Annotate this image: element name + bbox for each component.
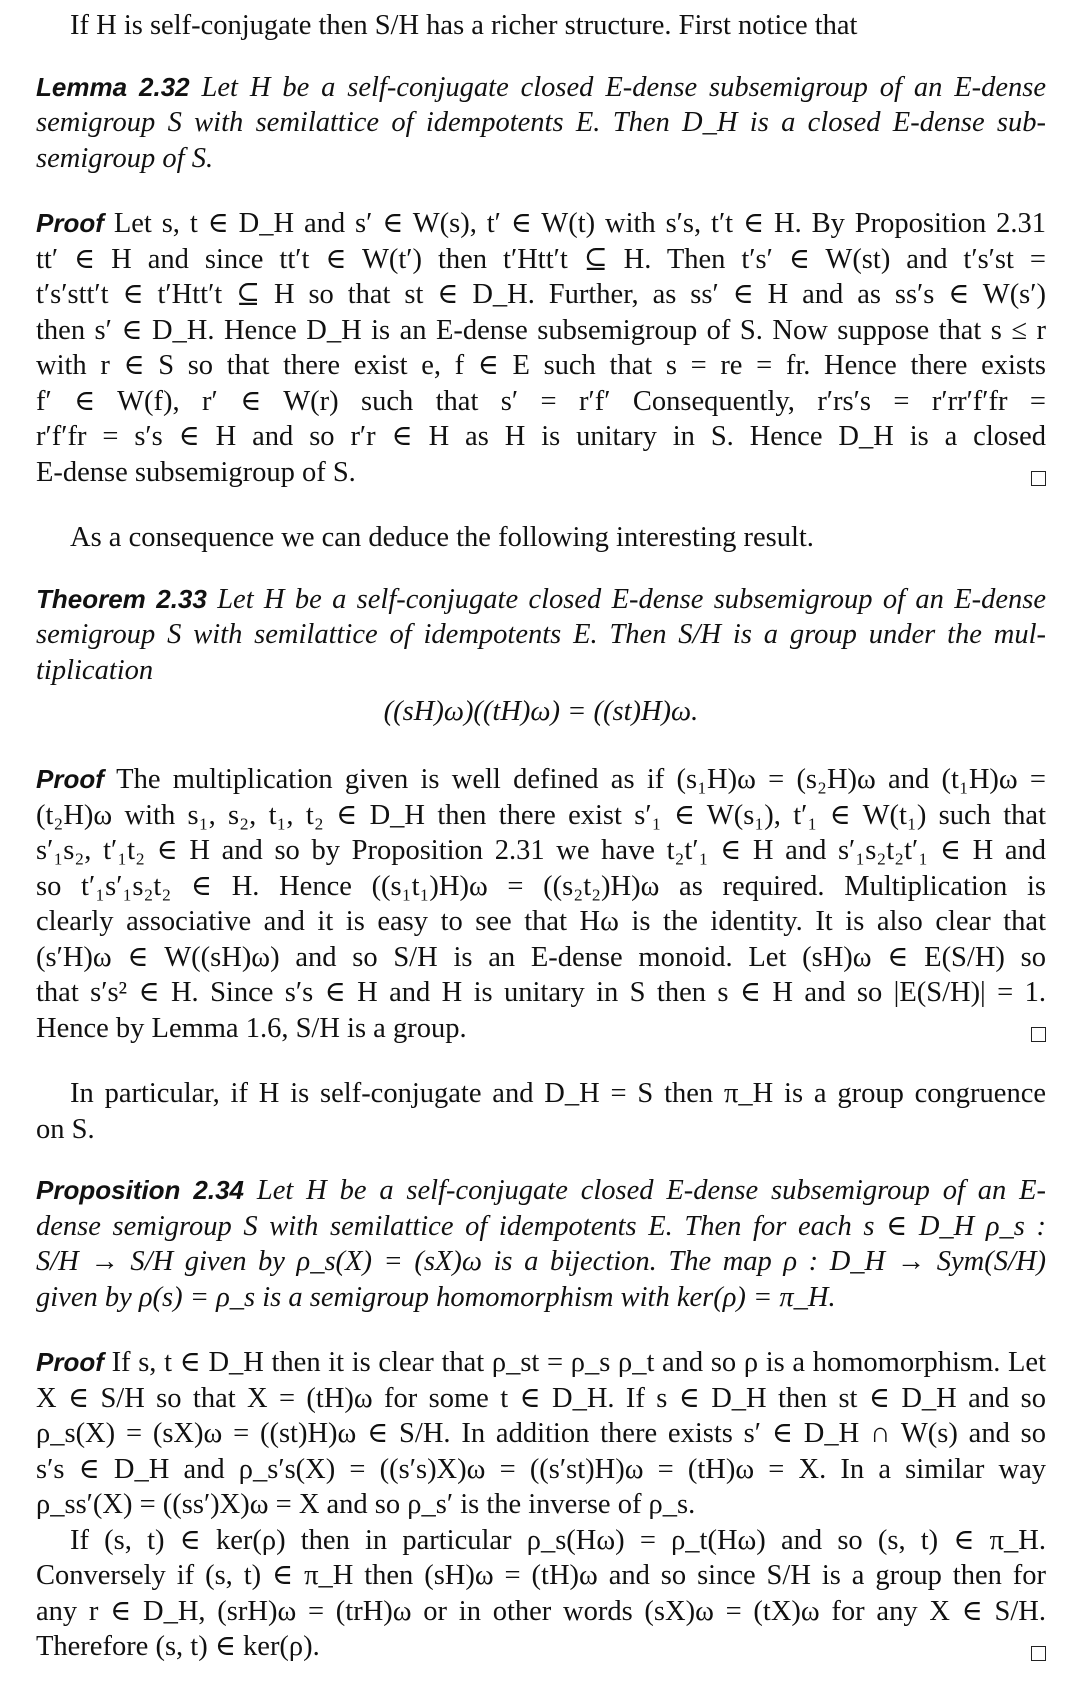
lemma-line: semigroup S with semilattice of idempotents E. Then D_H is a closed E-dense sub- xyxy=(36,107,1046,138)
proof-line: The multiplication given is well defined as if (s₁H)ω = (s₂H)ω and (t₁H)ω = xyxy=(116,764,1046,795)
proposition-line: S/H → S/H given by ρ_s(X) = (sX)ω is a bijection. The map ρ : D_H → Sym(S/H) xyxy=(36,1246,1046,1277)
proof-line: r′f′fr = s′s ∈ H and so r′r ∈ H as H is unitary in S. Hence D_H is a closed xyxy=(36,421,1046,452)
proof-line: (t₂H)ω with s₁, s₂, t₁, t₂ ∈ D_H then there exist s′₁ ∈ W(s₁), t′₁ ∈ W(t₁) such that xyxy=(36,799,1046,831)
lemma-heading: Lemma 2.32 xyxy=(36,71,190,102)
proof-line: ρ_s(X) = (sX)ω = ((st)H)ω ∈ S/H. In addition there exists s′ ∈ D_H ∩ W(s) and so xyxy=(36,1418,1046,1449)
proof-line: with r ∈ S so that there exist e, f ∈ E such that s = re = fr. Hence there exists xyxy=(36,350,1046,381)
proposition-line: dense semigroup S with semilattice of idempotents E. Then for each s ∈ D_H ρ_s : xyxy=(36,1210,1046,1242)
particular-paragraph xyxy=(36,1076,1046,1147)
proof-line: Therefore (s, t) ∈ ker(ρ). xyxy=(36,1631,320,1662)
proof-line: tt′ ∈ H and since tt′t ∈ W(t′) then t′Htt′t ⊆ H. Then t′s′ ∈ W(st) and t′s′st = xyxy=(36,243,1046,275)
theorem-2-33 xyxy=(36,582,1046,733)
intro-paragraph xyxy=(36,8,1046,44)
proof-line: (s′H)ω ∈ W((sH)ω) and so S/H is an E-dense monoid. Let (sH)ω ∈ E(S/H) so xyxy=(36,941,1046,973)
theorem-line: Let H be a self-conjugate closed E-dense subsemigroup of an E-dense xyxy=(217,583,1047,615)
proof-line: Let s, t ∈ D_H and s′ ∈ W(s), t′ ∈ W(t) with s′s, t′t ∈ H. By Proposition 2.31 xyxy=(113,208,1047,239)
proof-line: so t′₁s′₁s₂t₂ ∈ H. Hence ((s₁t₁)H)ω = ((s₂t₂)H)ω as required. Multiplication is xyxy=(36,870,1046,902)
proof-line: then s′ ∈ D_H. Hence D_H is an E-dense subsemigroup of S. Now suppose that s ≤ r xyxy=(36,314,1046,346)
proof-line: s′s ∈ D_H and ρ_s′s(X) = ((s′s)X)ω = ((s′st)H)ω = (tH)ω = X. In a similar way xyxy=(36,1453,1046,1485)
proof-line: s′₁s₂, t′₁t₂ ∈ H and so by Proposition 2.31 we have t₂t′₁ ∈ H and s′₁s₂t₂t′₁ ∈ H and xyxy=(36,835,1046,866)
lemma-line: Let H be a self-conjugate closed E-dense subsemigroup of an E-dense xyxy=(201,71,1047,103)
proposition-2-34 xyxy=(36,1173,1046,1315)
proof-line: Hence by Lemma 1.6, S/H is a group. xyxy=(36,1012,467,1044)
proof-lemma-2-32 xyxy=(36,206,1046,490)
proof-line: E-dense subsemigroup of S. xyxy=(36,456,356,488)
proposition-line: given by ρ(s) = ρ_s is a semigroup homomorphism with ker(ρ) = π_H. xyxy=(36,1281,836,1313)
proof-line: ρ_ss′(X) = ((ss′)X)ω = X and so ρ_s′ is the inverse of ρ_s. xyxy=(36,1489,696,1520)
particular-line: on S. xyxy=(36,1113,95,1145)
proof-line: Conversely if (s, t) ∈ π_H then (sH)ω = (tH)ω and so since S/H is a group then for xyxy=(36,1560,1046,1591)
consequence-paragraph xyxy=(36,520,1046,556)
proof-line: X ∈ S/H so that X = (tH)ω for some t ∈ D_H. If s ∈ D_H then st ∈ D_H and so xyxy=(36,1382,1046,1414)
proof-line: If (s, t) ∈ ker(ρ) then in particular ρ_s(Hω) = ρ_t(Hω) and so (s, t) ∈ π_H. xyxy=(70,1524,1046,1556)
proposition-heading: Proposition 2.34 xyxy=(36,1175,244,1205)
theorem-heading: Theorem 2.33 xyxy=(36,583,207,614)
proof-line: If s, t ∈ D_H then it is clear that ρ_st = ρ_s ρ_t and so ρ is a homomorphism. Let xyxy=(111,1347,1047,1378)
proof-heading: Proof xyxy=(36,1347,104,1377)
page xyxy=(36,8,1046,1665)
proof-proposition-2-34 xyxy=(36,1345,1046,1665)
proof-theorem-2-33 xyxy=(36,762,1046,1046)
proof-line: clearly associative and it is easy to see that Hω is the identity. It is also clear that xyxy=(36,906,1046,937)
lemma-2-32 xyxy=(36,70,1046,177)
proof-line: that s′s² ∈ H. Since s′s ∈ H and H is unitary in S then s ∈ H and so |E(S/H)| = 1. xyxy=(36,977,1046,1008)
proof-heading: Proof xyxy=(36,208,104,238)
theorem-line: tiplication xyxy=(36,654,154,686)
lemma-line: semigroup of S. xyxy=(36,142,214,174)
theorem-display-equation: ((sH)ω)((tH)ω) = ((st)H)ω. xyxy=(383,696,699,727)
particular-line: In particular, if H is self-conjugate and D_H = S then π_H is a group congruence xyxy=(70,1078,1046,1109)
consequence-text: As a consequence we can deduce the following interesting result. xyxy=(70,522,814,553)
theorem-line: semigroup S with semilattice of idempotents E. Then S/H is a group under the mul- xyxy=(36,619,1046,650)
proof-line: any r ∈ D_H, (srH)ω = (trH)ω or in other words (sX)ω = (tX)ω for any X ∈ S/H. xyxy=(36,1595,1046,1627)
proposition-line: Let H be a self-conjugate closed E-dense subsemigroup of an E- xyxy=(256,1175,1047,1206)
intro-text: If H is self-conjugate then S/H has a richer structure. First notice that xyxy=(70,10,858,41)
proof-heading: Proof xyxy=(36,764,104,794)
proof-line: t′s′stt′t ∈ t′Htt′t ⊆ H so that st ∈ D_H. Further, as ss′ ∈ H and as ss′s ∈ W(s′) xyxy=(36,279,1046,310)
proof-line: f′ ∈ W(f), r′ ∈ W(r) such that s′ = r′f′ Consequently, r′rs′s = r′rr′f′fr = xyxy=(36,385,1046,417)
